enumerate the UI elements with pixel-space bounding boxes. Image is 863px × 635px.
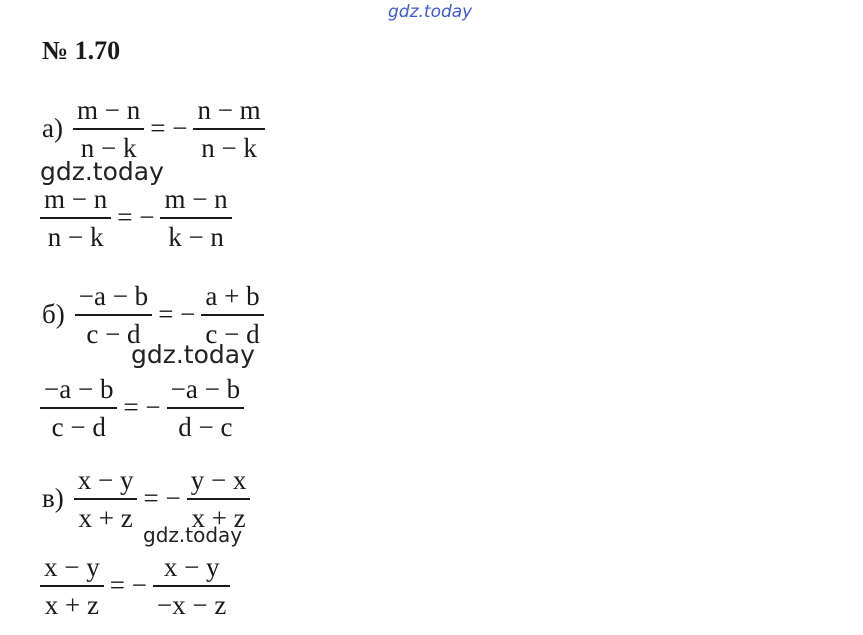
numerator: −a − b [170, 374, 241, 404]
numerator: −a − b [44, 374, 114, 404]
fraction-lhs [40, 371, 117, 445]
part-a-line-2 [40, 181, 232, 255]
fraction-rhs [167, 371, 244, 445]
fraction-lhs [73, 92, 144, 166]
denominator: c − d [51, 411, 106, 442]
numerator: x − y [44, 552, 100, 582]
watermark-top: gdz.today [388, 2, 473, 22]
fraction-lhs [40, 181, 111, 255]
denominator: n − k [80, 132, 137, 163]
numerator: y − x [190, 465, 247, 495]
denominator: x + z [191, 502, 246, 533]
part-a-line-1 [42, 92, 265, 166]
equals-minus: = − [150, 113, 188, 144]
denominator: x + z [78, 502, 133, 533]
denominator: n − k [201, 132, 257, 163]
denominator: c − d [205, 318, 260, 349]
fraction-lhs [74, 462, 138, 536]
part-c-line-2 [40, 549, 230, 623]
equals-minus: = − [158, 299, 196, 330]
fraction-rhs [160, 181, 231, 255]
watermark-b: gdz.today [131, 340, 255, 369]
equals-minus: = − [143, 483, 181, 514]
watermark-c: gdz.today [143, 523, 243, 547]
numerator: a + b [205, 281, 260, 311]
equals-minus: = − [117, 202, 155, 233]
problem-title: № 1.70 [42, 36, 121, 65]
numerator: x − y [163, 552, 220, 582]
watermark-a: gdz.today [40, 157, 164, 186]
equals-minus: = − [123, 392, 161, 423]
part-c-label: в) [42, 483, 64, 514]
numerator: n − m [197, 95, 261, 125]
denominator: d − c [178, 411, 233, 442]
fraction-rhs [153, 549, 230, 623]
numerator: x − y [77, 465, 134, 495]
denominator: −x − z [156, 589, 227, 620]
part-b-line-2 [40, 371, 244, 445]
denominator: c − d [86, 318, 141, 349]
denominator: x + z [44, 589, 99, 620]
denominator: n − k [47, 221, 104, 252]
part-a-label: а) [42, 113, 63, 144]
equals-minus: = − [109, 570, 147, 601]
part-b-label: б) [42, 299, 65, 330]
numerator: m − n [164, 184, 228, 214]
numerator: m − n [76, 95, 141, 125]
denominator: k − n [168, 221, 224, 252]
numerator: −a − b [78, 281, 149, 311]
numerator: m − n [44, 184, 108, 214]
fraction-rhs [193, 92, 264, 166]
fraction-lhs [40, 549, 104, 623]
